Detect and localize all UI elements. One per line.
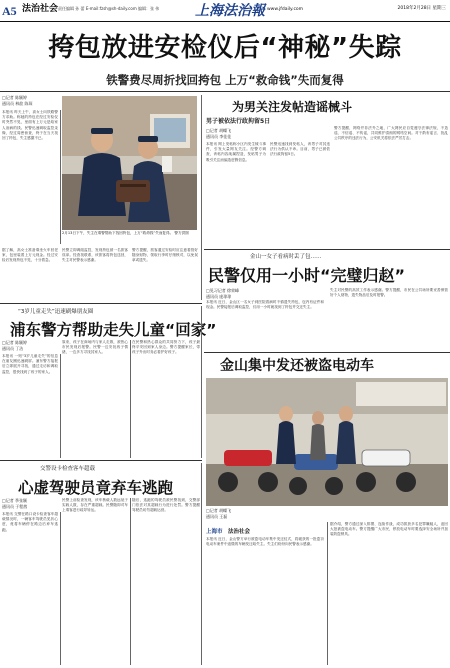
column-rule [327,522,328,665]
child-byline-correspondent: 通讯员 丁洁 [2,346,24,351]
editor-credits: 责任编辑 孙 蕾 E-mail:fzsh@sh-daily.com 编辑：张 伟 [58,6,160,11]
ebikes-byline-correspondent: 通讯员 王磊 [206,514,228,519]
story-subheadline-rumor: 男子被依法行政拘留5日 [206,118,271,125]
overload-kicker: 交警设卡检查客车超载 [40,466,96,472]
story-headline-rumor: 为男关注发帖造谣械斗 [232,100,353,114]
lead-body-col-1: 本报讯 昨天上午，高女士向铁路警方求助。称她的挎包在经过安检仪时突然不见，里面有上万元是给家人治病的钱。民警迅速调取监控录像，经过周密侦查，终于在当天找回了挎包，失主感激不已。 [2,110,58,141]
missing-child-kicker: “3岁儿童走失”迅速刷爆朋友圈 [18,309,94,315]
masthead: 上海法治報 [195,3,265,19]
site-url: www.jfdaily.com [267,7,304,12]
rumor-byline-correspondent: 通讯员 李佳佳 [206,134,232,139]
story-headline-lost-bag: 民警仅用一小时“完璧归赵” [208,266,406,285]
story-headline-ebikes: 金山集中发还被盗电动车 [220,358,374,374]
ebikes-photo [206,378,448,506]
rumor-byline-reporter: □记者 胡蝶飞 [206,128,232,133]
overload-byline-correspondent: 通讯员 于程茜 [2,504,28,509]
page-number: A5 [2,4,17,18]
column-rule [60,354,61,458]
lost-bag-byline-reporter: □见习记者 徐荣峰 [206,288,240,293]
overload-body-col-1: 本报讯 交警在路口设卡检查客车超载情况时，一辆客车驾驶员见状心虚，竟将车辆停在路边后弃车逃跑。 [2,512,58,532]
column-rule [130,498,131,665]
divider [0,303,202,304]
electric-bikes-photo [206,378,448,506]
police-officers-photo [62,96,197,230]
ebikes-byline-reporter: □记者 胡蝶飞 [206,508,232,513]
child-body-col-3: 在民警和热心群众的共同努力下，孩子最终平安回到家人身边。警方提醒家长，带孩子外出时务必看护好孩子。 [132,340,200,355]
divider [204,352,450,353]
column-rule [201,306,202,458]
column-rule [130,340,131,458]
issue-date: 2018年2月28日 星期三 [397,6,446,11]
column-rule [201,95,202,300]
column-rule [201,463,202,665]
lead-headline: 挎包放进安检仪后“神秘”失踪 [48,33,402,63]
lead-body-col-1b: 据了解，高女士准备乘坐火车回老家，包里装着上万元现金。经过安检后发现挎包不见，十分着急。 [2,248,58,263]
column-rule [60,110,61,244]
lost-bag-kicker: 金山一女子看病时丢了包…… [250,254,322,260]
lead-byline-reporter: □记者 陈颖婷 [2,95,28,100]
lead-byline-correspondent: 通讯员 林歆 陈琛 [2,101,33,106]
divider [0,91,450,92]
section-title: 法治社会 [22,4,59,14]
rumor-body-col-2: 民警迅速找到发帖人，该男子对其违法行为供认不讳。目前，男子已被依法行政拘留5日。 [270,142,330,157]
column-rule [60,512,61,665]
lead-photo [62,96,197,230]
lead-subheadline: 铁警费尽周折找回挎包 上万“救命钱”失而复得 [106,73,344,87]
lead-photo-caption: 2月13日下午，失主在乘警帮助下找回挎包，上万“救命钱”失而复得。 警方供图 [62,231,189,235]
rumor-body-col-1: 本报讯 网上发帖称小区内发生械斗事件，引发大量网友关注。经警方调查，该帖内容纯属捏造，发帖男子为吸引关注而编造虚假信息。 [206,142,266,162]
overload-body-col-2: 民警上前检查发现，该车核载人数远低于实载人数，存在严重超载。民警随即对车上乘客进行疏导转运。 [62,498,128,513]
divider [204,249,450,250]
story-headline-overload: 心虚驾驶员竟弃车逃跑 [18,479,174,497]
overload-body-col-3: 随后，逃跑的驾驶员被民警找到，交警部门依法对其超载行为进行处罚。警方提醒驾驶员切勿超载运营。 [132,498,200,513]
lead-body-col-2: 民警立即调阅监控，发现挎包被一名旅客误拿。经查找联系，该旅客将挎包送回，失主对民警表示感谢。 [62,248,128,263]
child-body-col-1: 本报讯 一则“3岁儿童走失”的信息在朋友圈迅速刷屏。浦东警方接报后立即展开寻找，通过走访和调取监控，很快找到了孩子的家人。 [2,354,58,374]
lost-bag-body-col-2: 失主对民警的高效工作表示感谢。警方提醒，市民在公共场所要妥善保管好个人财物，遗失物品后及时报警。 [330,288,448,298]
story-headline-missing-child: 浦东警方帮助走失儿童“回家” [10,321,217,339]
overload-byline-reporter: □记者 季张颖 [2,498,28,503]
lost-bag-body-col-1: 本报讯 近日，金山区一名女子到医院看病时不慎遗失挎包，包内有证件和现金。民警接报后调取监控，仅用一小时就找到了挎包并交还失主。 [206,300,324,310]
child-byline-reporter: □记者 陈颖婷 [2,340,28,345]
rumor-body-col-3: 警方提醒，网络并非法外之地，广大网民应自觉遵守法律法规，不造谣、不信谣、不传谣，共同维护清朗的网络空间。对于散布谣言、扰乱公共秩序的违法行为，公安机关将依法严厉打击。 [334,126,448,141]
ebikes-body-col-1: 本报讯 近日，金山警方举行被盗电动车集中发还仪式，将破获的一批盗窃电动车案件中追缴的车辆发还给失主。失主们纷纷向民警表示感谢。 [206,537,324,547]
divider [0,460,202,461]
lead-body-col-3: 警方提醒，旅客通过安检时应注意看管好随身财物，领取行李时仔细核对，以免误拿或遗失。 [132,248,198,263]
child-body-col-2: 原来，孩子在商场内与家人走散，被热心市民发现后报警。民警一边安抚孩子情绪，一边多方寻找其家人。 [62,340,128,355]
city-label: 上海市 [206,529,223,535]
lost-bag-byline-correspondent: 通讯员 庞琼琼 [206,294,232,299]
section-label: 法治社会 [228,529,251,535]
page-header [0,0,450,22]
ebikes-body-col-2: 据介绍，警方通过深入排摸、连续作战，成功抓获多名犯罪嫌疑人，追回大批被盗电动车。警方提醒广大市民，停放电动车时要选择安全场所并加装防盗锁具。 [330,522,448,537]
